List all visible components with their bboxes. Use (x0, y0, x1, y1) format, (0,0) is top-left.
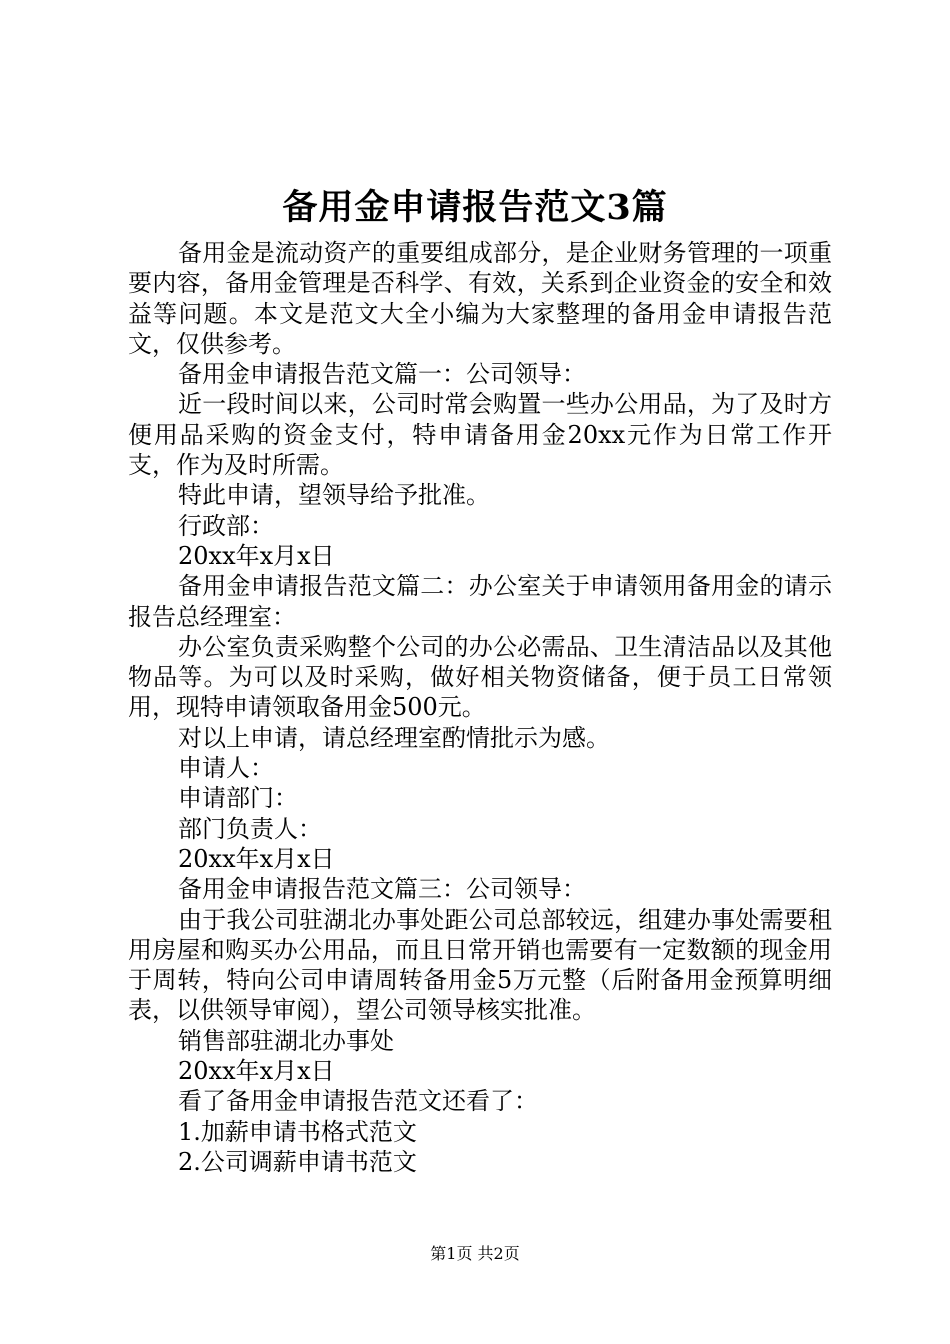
page-title: 备用金申请报告范文3篇 (282, 187, 668, 228)
page-footer: 第1页 共2页 (430, 1244, 520, 1263)
related-link-1[interactable]: 1.加薪申请书格式范文 (178, 1117, 417, 1146)
paragraph-related-heading: 看了备用金申请报告范文还看了： (178, 1087, 538, 1116)
paragraph-section-1-department: 行政部： (178, 511, 274, 540)
paragraph-section-3-date: 20xx年x月x日 (178, 1057, 335, 1086)
paragraph-section-1-request: 特此申请，望领导给予批准。 (178, 481, 490, 510)
paragraph-section-2-manager: 部门负责人： (178, 814, 322, 843)
paragraph-section-3-office: 销售部驻湖北办事处 (178, 1026, 394, 1055)
paragraph-section-2-heading: 备用金申请报告范文篇二：办公室关于申请领用备用金的请示报告总经理室： (128, 572, 832, 631)
paragraph-section-2-date: 20xx年x月x日 (178, 844, 335, 873)
paragraph-section-3-body: 由于我公司驻湖北办事处距公司总部较远，组建办事处需要租用房屋和购买办公用品，而且日常开销也需要有一定数额的现金用于周转，特向公司申请周转备用金5万元整（后附备用金预算明细表，以供领导审阅），望公司领导核实批准。 (128, 905, 832, 1025)
paragraph-section-1-date: 20xx年x月x日 (178, 541, 335, 570)
paragraph-section-2-body: 办公室负责采购整个公司的办公必需品、卫生清洁品以及其他物品等。为可以及时采购，做好相关物资储备，便于员工日常领用，现特申请领取备用金500元。 (128, 632, 832, 722)
document-body (128, 238, 832, 1177)
paragraph-intro: 备用金是流动资产的重要组成部分，是企业财务管理的一项重要内容，备用金管理是否科学、有效，关系到企业资金的安全和效益等问题。本文是范文大全小编为大家整理的备用金申请报告范文，仅供参考。 (128, 239, 832, 358)
paragraph-section-2-applicant: 申请人： (178, 754, 274, 783)
paragraph-section-1-heading: 备用金申请报告范文篇一：公司领导： (178, 360, 586, 389)
related-link-2[interactable]: 2.公司调薪申请书范文 (178, 1147, 417, 1176)
paragraph-section-2-department: 申请部门： (178, 784, 298, 813)
paragraph-section-2-request: 对以上申请，请总经理室酌情批示为感。 (178, 723, 610, 752)
paragraph-section-1-body: 近一段时间以来，公司时常会购置一些办公用品，为了及时方便用品采购的资金支付，特申请备用金20xx元作为日常工作开支，作为及时所需。 (128, 390, 832, 480)
paragraph-section-3-heading: 备用金申请报告范文篇三：公司领导： (178, 875, 586, 904)
